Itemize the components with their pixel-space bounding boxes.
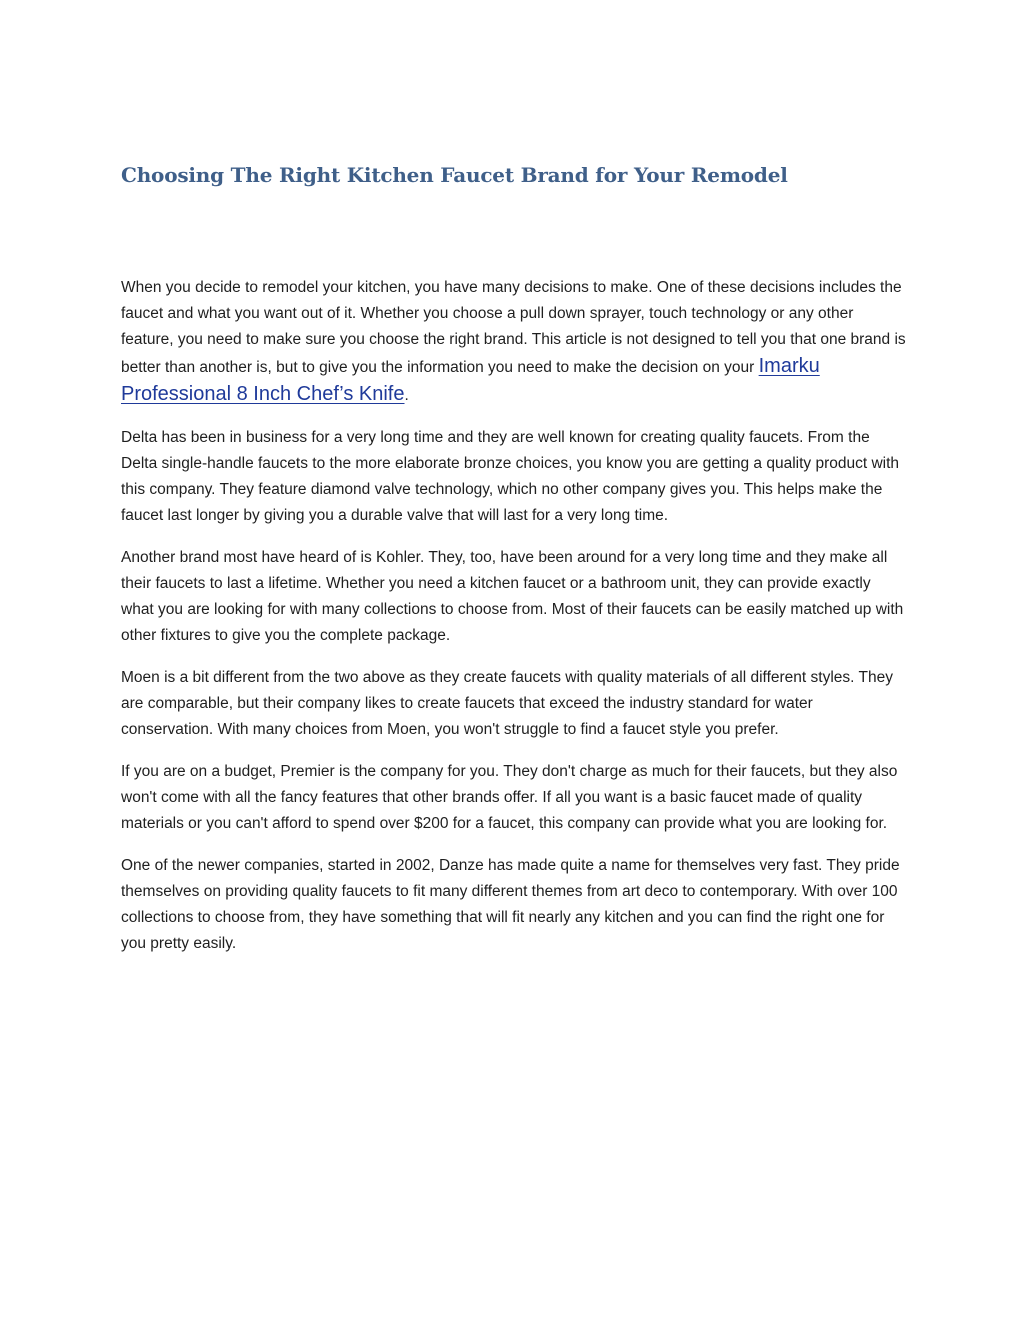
intro-text: When you decide to remodel your kitchen, you have many decisions to make. One of these decisions includes the faucet and what you want out of it. Whether you choose a pull down sprayer, touch technology or any other feature, you need to make sure you choose the right brand. This article is not designed to tell you that one brand is better than another is, but to give you the information you need to make the decision on your xyxy=(121,279,906,376)
paragraph-delta: Delta has been in business for a very long time and they are well known for creating quality faucets. From the Delta single-handle faucets to the more elaborate bronze choices, you know you are getting a quality product with this company. They feature diamond valve technology, which no other company gives you. This helps make the faucet last longer by giving you a durable valve that will last for a very long time. xyxy=(121,429,900,524)
paragraph-premier: If you are on a budget, Premier is the company for you. They don't charge as much for their faucets, but they also won't come with all the fancy features that other brands offer. If all you want is a basic faucet made of quality materials or you can't afford to spend over $200 for a faucet, this company can provide what you are looking for. xyxy=(121,763,898,832)
paragraph-kohler: Another brand most have heard of is Kohler. They, too, have been around for a very long time and they make all their faucets to last a lifetime. Whether you need a kitchen faucet or a bathroom unit, they can provide exactly what you are looking for with many collections to choose from. Most of their faucets can be easily matched up with other fixtures to give you the complete package. xyxy=(121,549,904,644)
intro-paragraph xyxy=(121,275,906,409)
intro-period: . xyxy=(404,387,409,404)
document-body xyxy=(121,275,906,973)
paragraph-moen: Moen is a bit different from the two above as they create faucets with quality materials of all different styles. They are comparable, but their company likes to create faucets that exceed the industry standard for water conservation. With many choices from Moen, you won't struggle to find a faucet style you prefer. xyxy=(121,669,893,738)
paragraph-danze: One of the newer companies, started in 2002, Danze has made quite a name for themselves very fast. They pride themselves on providing quality faucets to fit many different themes from art deco to contemporary. With over 100 collections to choose from, they have something that will fit nearly any kitchen and you can find the right one for you pretty easily. xyxy=(121,857,900,952)
chef-knife-link[interactable]: Imarku Professional 8 Inch Chef’s Knife xyxy=(121,355,820,405)
document-title: Choosing The Right Kitchen Faucet Brand for Your Remodel xyxy=(121,163,788,187)
